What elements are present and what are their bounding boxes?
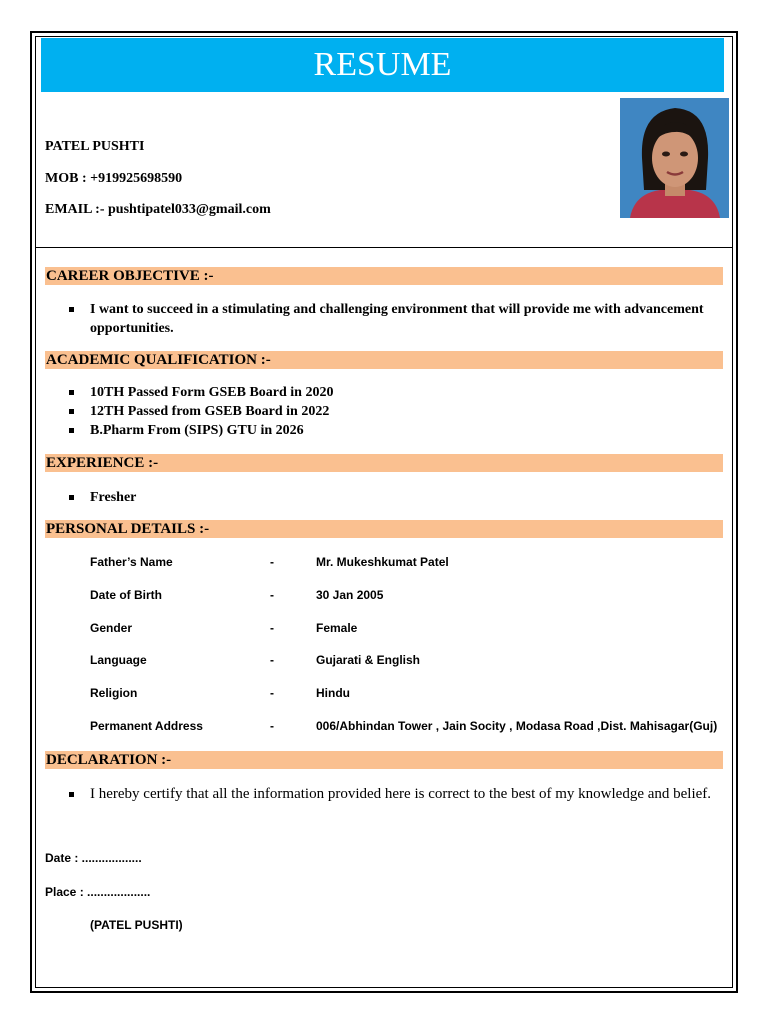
row-value: Mr. Mukeshkumat Patel [316, 555, 449, 569]
list-item: B.Pharm From (SIPS) GTU in 2026 [67, 421, 333, 440]
row-value: Gujarati & English [316, 653, 421, 667]
row-value: 006/Abhindan Tower , Jain Socity , Modasa Road ,Dist. Mahisagar(Guj) [316, 719, 718, 733]
row-separator: - [270, 588, 274, 602]
date-line: Date : .................. [45, 851, 142, 865]
row-separator: - [270, 719, 274, 733]
row-label: Gender [90, 621, 133, 635]
list-item: 12TH Passed from GSEB Board in 2022 [67, 402, 333, 421]
declaration-list [67, 785, 711, 804]
list-item: 10TH Passed Form GSEB Board in 2020 [67, 383, 333, 402]
mobile-number: MOB : +919925698590 [45, 171, 183, 186]
list-item: I want to succeed in a stimulating and challenging environment that will provide me with advancement opportunities. [67, 300, 707, 338]
signature-name: (PATEL PUSHTI) [90, 918, 183, 932]
row-separator: - [270, 686, 274, 700]
section-academic-qualification: ACADEMIC QUALIFICATION :- [45, 351, 723, 369]
academic-list [67, 383, 333, 440]
row-label: Language [90, 653, 147, 667]
row-separator: - [270, 653, 274, 667]
list-item: I hereby certify that all the information provided here is correct to the best of my knowledge and belief. [67, 785, 711, 804]
place-line: Place : ................... [45, 885, 151, 899]
header-divider [36, 247, 732, 248]
career-objective-list [67, 300, 707, 338]
section-experience: EXPERIENCE :- [45, 454, 723, 472]
section-career-objective: CAREER OBJECTIVE :- [45, 267, 723, 285]
row-value: 30 Jan 2005 [316, 588, 384, 602]
row-label: Father’s Name [90, 555, 173, 569]
row-label: Religion [90, 686, 138, 700]
experience-list [67, 488, 136, 507]
resume-title: RESUME [41, 38, 724, 92]
row-label: Date of Birth [90, 588, 162, 602]
row-separator: - [270, 555, 274, 569]
row-value: Female [316, 621, 358, 635]
row-separator: - [270, 621, 274, 635]
list-item: Fresher [67, 488, 136, 507]
section-declaration: DECLARATION :- [45, 751, 723, 769]
profile-photo [620, 98, 729, 218]
row-value: Hindu [316, 686, 350, 700]
email-address: EMAIL :- pushtipatel033@gmail.com [45, 202, 271, 217]
section-personal-details: PERSONAL DETAILS :- [45, 520, 723, 538]
row-label: Permanent Address [90, 719, 203, 733]
candidate-name: PATEL PUSHTI [45, 139, 145, 154]
